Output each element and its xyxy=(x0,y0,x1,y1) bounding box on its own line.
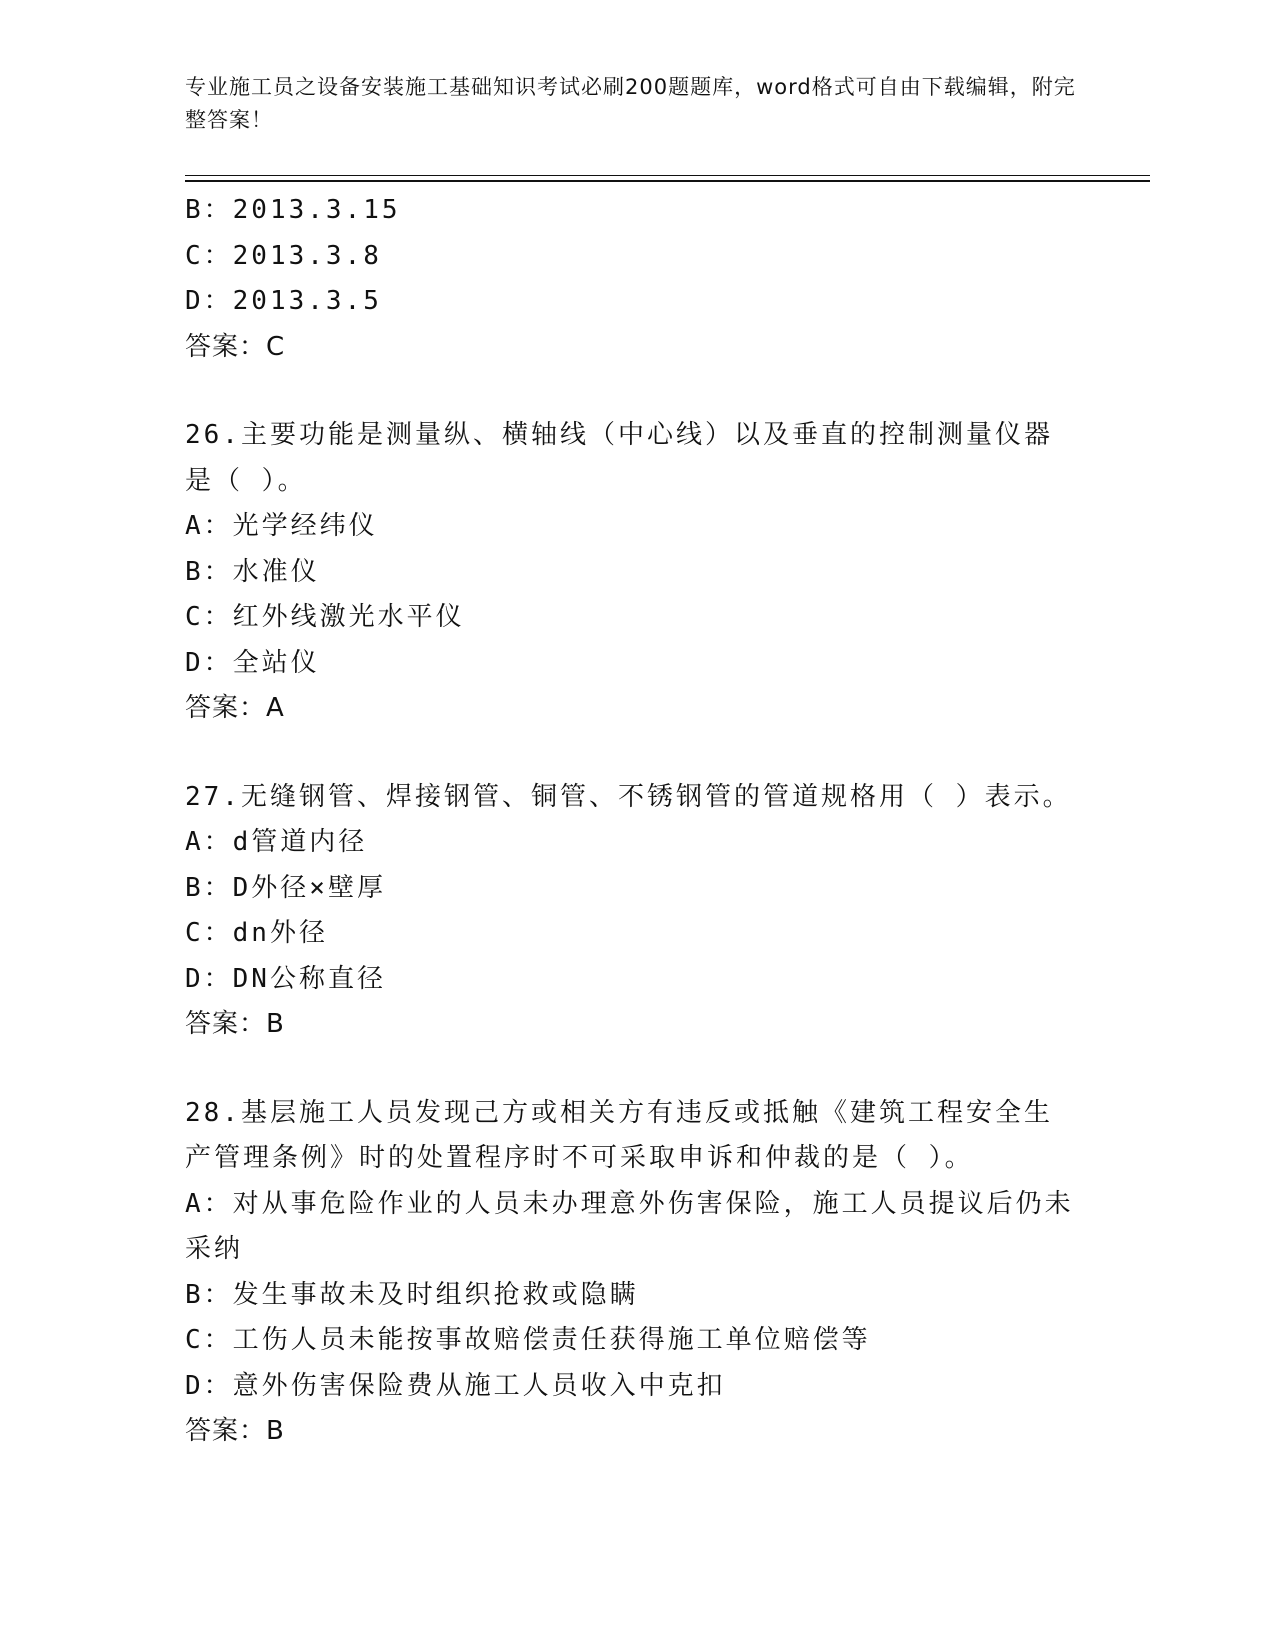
option-d: D：全站仪 xyxy=(185,647,320,678)
answer: 答案：B xyxy=(185,1009,285,1039)
question-26 xyxy=(185,413,1085,732)
option-c: C：2013.3.8 xyxy=(185,240,382,271)
question-content xyxy=(185,188,1085,1455)
option-b: B：水准仪 xyxy=(185,556,320,587)
header-rule-thick xyxy=(185,180,1150,182)
option-d: D：2013.3.5 xyxy=(185,286,382,316)
page-header: 专业施工员之设备安装施工基础知识考试必刷200题题库，word格式可自由下载编辑，附完整答案！ xyxy=(185,75,1076,132)
question-28 xyxy=(185,1091,1085,1455)
answer: 答案：C xyxy=(185,331,286,362)
header-rule-thin xyxy=(185,175,1150,176)
answer: 答案：A xyxy=(185,693,285,723)
option-c: C：dn外径 xyxy=(185,918,328,948)
question-stem: 26.主要功能是测量纵、横轴线（中心线）以及垂直的控制测量仪器是（ ）。 xyxy=(185,420,1053,496)
option-d: D：意外伤害保险费从施工人员收入中克扣 xyxy=(185,1370,726,1401)
option-c: C：工伤人员未能按事故赔偿责任获得施工单位赔偿等 xyxy=(185,1325,871,1355)
question-stem: 28.基层施工人员发现己方或相关方有违反或抵触《建筑工程安全生产管理条例》时的处置程序时不可采取申诉和仲裁的是（ ）。 xyxy=(185,1097,1053,1173)
option-b: B：D外径×壁厚 xyxy=(185,872,386,903)
option-a: A：d管道内径 xyxy=(185,827,368,857)
option-c: C：红外线激光水平仪 xyxy=(185,602,465,632)
option-b: B：2013.3.15 xyxy=(185,195,401,225)
option-b: B：发生事故未及时组织抢救或隐瞒 xyxy=(185,1279,639,1310)
option-a: A：对从事危险作业的人员未办理意外伤害保险，施工人员提议后仍未采纳 xyxy=(185,1188,1074,1264)
option-a: A：光学经纬仪 xyxy=(185,511,378,541)
question-stem: 27.无缝钢管、焊接钢管、铜管、不锈钢管的管道规格用（ ）表示。 xyxy=(185,781,1072,812)
question-fragment xyxy=(185,188,1085,370)
question-27 xyxy=(185,775,1085,1048)
answer: 答案：B xyxy=(185,1416,285,1446)
option-d: D：DN公称直径 xyxy=(185,963,386,994)
